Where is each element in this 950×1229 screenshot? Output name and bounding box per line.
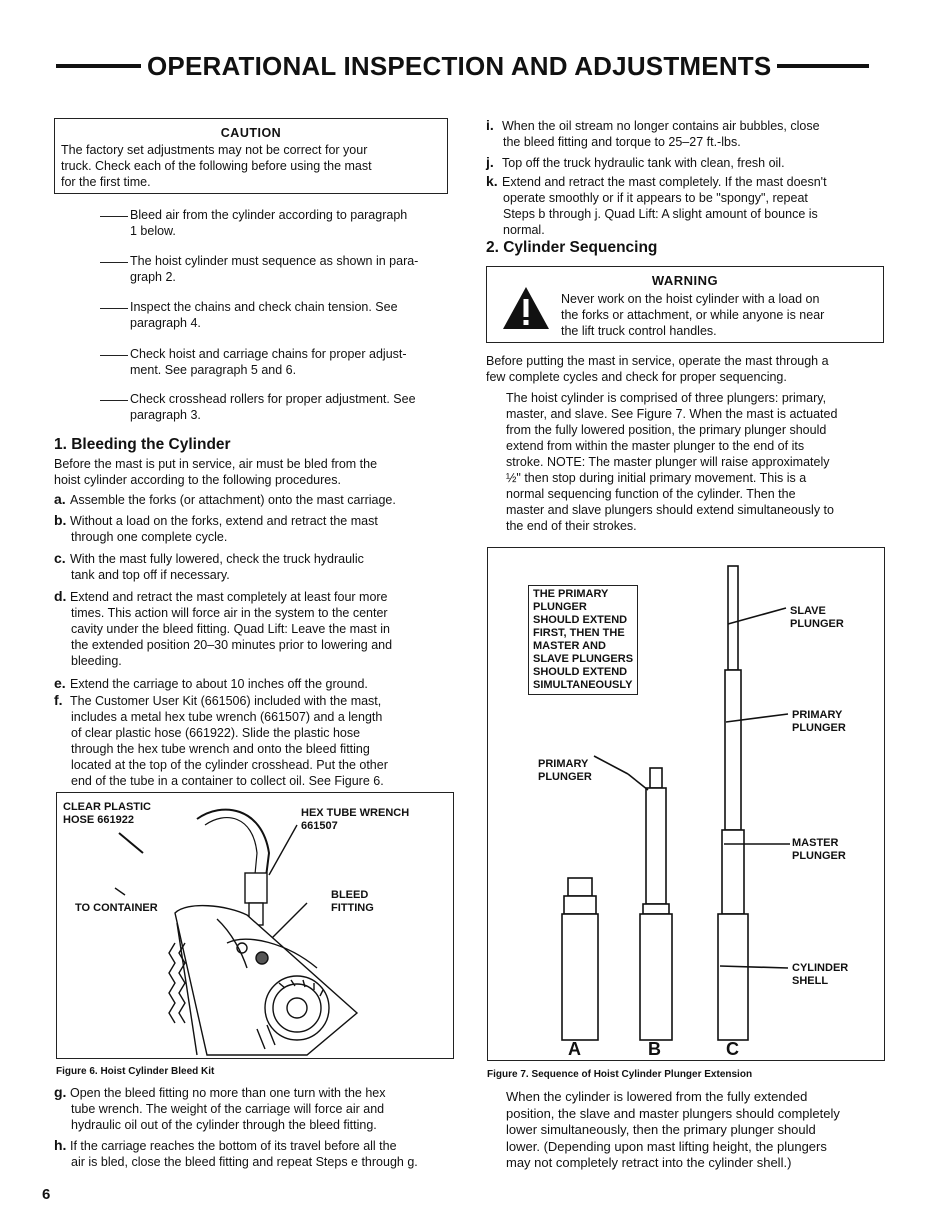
step-b — [54, 512, 454, 545]
closing-line: lower simultaneously, then the primary plunger should — [506, 1122, 816, 1137]
body-line: ½" then stop during initial primary movement. This is a — [506, 471, 807, 485]
title-rule-right — [777, 64, 869, 68]
step-text: Extend and retract the mast completely at least four more — [70, 590, 388, 604]
section-2-closing — [506, 1089, 882, 1172]
closing-line: position, the slave and master plungers should completely — [506, 1105, 840, 1121]
label-line: PRIMARY — [538, 758, 589, 770]
page-number: 6 — [42, 1186, 51, 1203]
check-text: Inspect the chains and check chain tension. See — [130, 300, 398, 314]
cylinder-letter-a: A — [568, 1039, 581, 1059]
figure-7-caption: Figure 7. Sequence of Hoist Cylinder Plunger Extension — [487, 1069, 753, 1080]
step-text: When the oil stream no longer contains air bubbles, close — [502, 119, 820, 133]
step-letter: i. — [486, 117, 494, 133]
step-text: of clear plastic hose (661922). Slide the plastic hose — [71, 726, 361, 740]
step-text: cavity under the bleed fitting. Quad Lift: Leave the mast in — [71, 622, 390, 636]
check-text: Check crosshead rollers for proper adjustment. See — [130, 392, 416, 406]
step-text: located at the top of the cylinder crosshead. Put the other — [71, 758, 388, 772]
step-text: normal. — [503, 223, 545, 237]
intro-line: Before the mast is put in service, air must be bled from the — [54, 457, 378, 471]
step-text: air is bled, close the bleed fitting and repeat Steps e through g. — [71, 1155, 418, 1169]
check-blank — [100, 400, 128, 401]
checklist-item — [100, 391, 452, 423]
label-line: SLAVE — [790, 605, 826, 617]
note-line: PLUNGER — [533, 601, 587, 613]
container-label: TO CONTAINER — [75, 902, 158, 914]
step-text: Steps b through j. Quad Lift: A slight amount of bounce is — [503, 207, 818, 221]
check-blank — [100, 308, 128, 309]
intro-line: few complete cycles and check for proper sequencing. — [486, 370, 787, 384]
step-text: end of the tube in a container to collect oil. See Figure 6. — [71, 774, 384, 788]
cylinder-letter-c: C — [726, 1039, 739, 1059]
step-letter: a. — [54, 491, 66, 507]
caution-line: The factory set adjustments may not be correct for your — [61, 143, 368, 157]
step-text: Top off the truck hydraulic tank with clean, fresh oil. — [502, 156, 785, 170]
body-line: master, and slave. See Figure 7. When the mast is actuated — [506, 407, 838, 421]
checklist-item — [100, 299, 452, 331]
hose-label — [63, 801, 151, 827]
step-letter: b. — [54, 512, 67, 528]
closing-line: may not completely retract into the cylinder shell.) — [506, 1155, 792, 1170]
step-letter: g. — [54, 1084, 67, 1100]
body-line: from the fully lowered position, the primary plunger should — [506, 423, 827, 437]
cylinder-shell-label — [792, 962, 848, 988]
primary-plunger-label-left — [538, 758, 592, 784]
caution-heading: CAUTION — [220, 126, 282, 140]
step-text: Extend the carriage to about 10 inches off the ground. — [70, 677, 368, 691]
step-d — [54, 588, 454, 669]
section-2-intro — [486, 353, 882, 385]
note-line: SLAVE PLUNGERS — [533, 653, 634, 665]
checklist-item — [100, 207, 452, 239]
check-text: paragraph 4. — [130, 316, 201, 330]
section-2-title: 2. Cylinder Sequencing — [486, 239, 658, 256]
section-2-body — [506, 390, 882, 534]
caution-box — [54, 118, 448, 194]
step-letter: c. — [54, 550, 66, 566]
sequence-note — [528, 585, 638, 695]
step-text: the extended position 20–30 minutes prior to lowering and — [71, 638, 393, 652]
wrench-label-line: 661507 — [301, 820, 338, 832]
label-line: MASTER — [792, 837, 839, 849]
figure-6-caption: Figure 6. Hoist Cylinder Bleed Kit — [56, 1066, 215, 1077]
figure-6 — [56, 792, 454, 1059]
warning-line: the forks or attachment, or while anyone is near — [561, 308, 825, 322]
step-a — [54, 491, 454, 508]
step-text: times. This action will force air in the system to the center — [71, 606, 388, 620]
label-line: PLUNGER — [790, 618, 844, 630]
check-text: Bleed air from the cylinder according to paragraph — [130, 208, 408, 222]
check-blank — [100, 262, 128, 263]
page-title — [56, 46, 896, 86]
step-text: The Customer User Kit (661506) included with the mast, — [70, 694, 382, 708]
label-line: PLUNGER — [538, 771, 592, 783]
note-line: SHOULD EXTEND — [533, 666, 628, 678]
step-text: Without a load on the forks, extend and retract the mast — [70, 514, 378, 528]
check-text: paragraph 3. — [130, 408, 201, 422]
bleed-label-line: BLEED — [331, 889, 369, 901]
step-text: Open the bleed fitting no more than one turn with the hex — [70, 1086, 386, 1100]
step-text: operate smoothly or if it appears to be "spongy", repeat — [503, 191, 808, 205]
step-text: If the carriage reaches the bottom of its travel before all the — [70, 1139, 397, 1153]
label-line: CYLINDER — [792, 962, 849, 974]
title-rule-left — [56, 64, 141, 68]
step-text: bleeding. — [71, 654, 122, 668]
step-text: includes a metal hex tube wrench (661507) and a length — [71, 710, 383, 724]
label-line: SHELL — [792, 975, 829, 987]
closing-line: lower. (Depending upon mast lifting height, the plungers — [506, 1138, 827, 1154]
step-g — [54, 1084, 454, 1133]
slave-plunger-label — [790, 605, 844, 631]
checklist-item — [100, 346, 452, 378]
step-k — [486, 173, 886, 238]
step-text: tube wrench. The weight of the carriage will force air and — [71, 1102, 385, 1116]
body-line: normal sequencing function of the cylinder. Then the — [506, 487, 796, 501]
note-line: SIMULTANEOUSLY — [533, 679, 633, 691]
step-letter: f. — [54, 692, 63, 708]
warning-heading: WARNING — [651, 273, 719, 288]
warning-triangle-icon — [501, 285, 551, 331]
hose-label-line: CLEAR PLASTIC — [63, 801, 151, 813]
bleed-fitting-label — [331, 889, 374, 915]
note-line: THE PRIMARY — [533, 588, 609, 600]
body-line: stroke. NOTE: The master plunger will raise approximately — [506, 455, 830, 469]
step-text: Assemble the forks (or attachment) onto the mast carriage. — [70, 493, 396, 507]
hose-label-line: HOSE 661922 — [63, 814, 134, 826]
step-text: through the hex tube wrench and onto the bleed fitting — [71, 742, 370, 756]
closing-line: When the cylinder is lowered from the fully extended — [506, 1089, 808, 1104]
note-line: MASTER AND — [533, 640, 606, 652]
section-1-intro — [54, 456, 450, 488]
body-line: The hoist cylinder is comprised of three plungers: primary, — [506, 391, 827, 405]
step-j — [486, 154, 886, 171]
note-line: FIRST, THEN THE — [533, 627, 625, 639]
step-letter: h. — [54, 1137, 67, 1153]
bleed-label-line: FITTING — [331, 902, 374, 914]
caution-line: truck. Check each of the following before using the mast — [61, 159, 372, 173]
check-text: Check hoist and carriage chains for proper adjust- — [130, 347, 407, 361]
intro-line: hoist cylinder according to the following procedures. — [54, 473, 341, 487]
intro-line: Before putting the mast in service, operate the mast through a — [486, 354, 829, 368]
step-letter: e. — [54, 675, 66, 691]
check-text: ment. See paragraph 5 and 6. — [130, 363, 297, 377]
warning-line: Never work on the hoist cylinder with a load on — [561, 292, 820, 306]
figure-7 — [487, 547, 885, 1061]
warning-line: the lift truck control handles. — [561, 324, 717, 338]
body-line: the end of their strokes. — [506, 519, 637, 533]
step-i — [486, 117, 886, 150]
warning-box — [486, 266, 884, 343]
step-letter: k. — [486, 173, 498, 189]
label-line: PRIMARY — [792, 709, 843, 721]
step-text: tank and top off if necessary. — [71, 568, 230, 582]
checklist-item — [100, 253, 452, 285]
check-blank — [100, 355, 128, 356]
wrench-label — [301, 807, 409, 833]
warning-text — [561, 291, 877, 339]
step-e — [54, 675, 454, 692]
body-line: extend from within the master plunger to the end of its — [506, 439, 805, 453]
cylinder-letter-b: B — [648, 1039, 661, 1059]
step-text: the bleed fitting and torque to 25–27 ft.-lbs. — [503, 135, 741, 149]
check-text: graph 2. — [130, 270, 176, 284]
label-line: PLUNGER — [792, 722, 846, 734]
master-plunger-label — [792, 837, 846, 863]
note-line: SHOULD EXTEND — [533, 614, 628, 626]
caution-line: for the first time. — [61, 175, 151, 189]
step-text: hydraulic oil out of the cylinder through the bleed fitting. — [71, 1118, 377, 1132]
check-text: 1 below. — [130, 224, 176, 238]
section-1-title: 1. Bleeding the Cylinder — [54, 436, 231, 453]
step-letter: d. — [54, 588, 67, 604]
step-text: through one complete cycle. — [71, 530, 228, 544]
wrench-label-line: HEX TUBE WRENCH — [301, 807, 410, 819]
page-title-text: OPERATIONAL INSPECTION AND ADJUSTMENTS — [147, 50, 772, 81]
step-f — [54, 692, 454, 789]
step-text: With the mast fully lowered, check the truck hydraulic — [70, 552, 364, 566]
label-line: PLUNGER — [792, 850, 846, 862]
check-text: The hoist cylinder must sequence as shown in para- — [130, 254, 419, 268]
check-blank — [100, 216, 128, 217]
step-letter: j. — [486, 154, 494, 170]
step-c — [54, 550, 454, 583]
body-line: master and slave plungers should extend simultaneously to — [506, 503, 834, 517]
primary-plunger-label-right — [792, 709, 846, 735]
step-text: Extend and retract the mast completely. If the mast doesn't — [502, 175, 827, 189]
step-h — [54, 1137, 458, 1170]
